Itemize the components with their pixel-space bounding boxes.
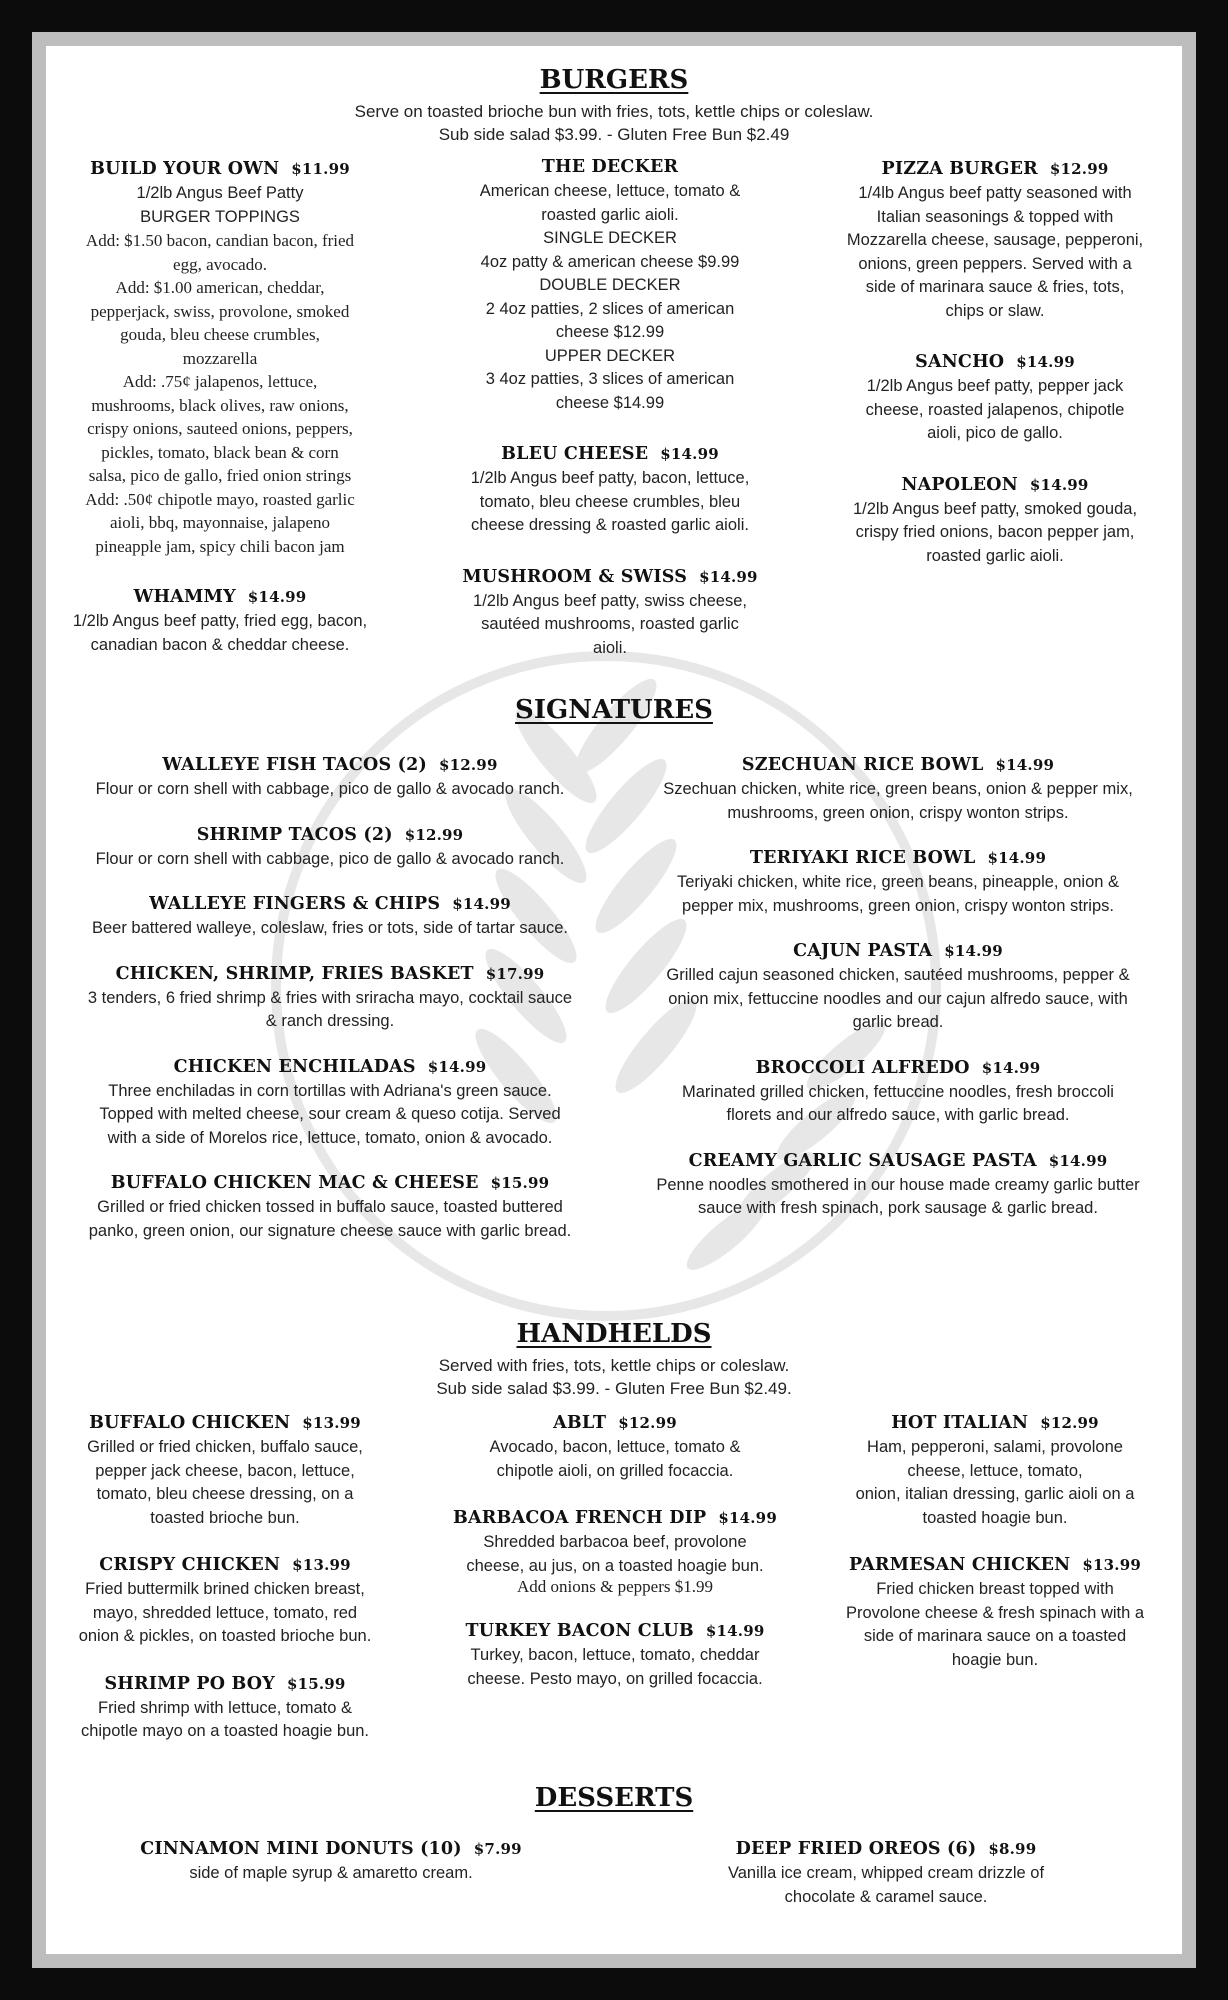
- item-desc-line: roasted garlic aioli.: [541, 205, 679, 224]
- item-desc-line: panko, green onion, our signature cheese sauce with garlic bread.: [88, 1221, 572, 1240]
- menu-item-ablt: [450, 1410, 780, 1483]
- item-desc-line: cheese, au jus, on a toasted hoagie bun.: [466, 1556, 764, 1575]
- menu-item-cajun-pasta: [614, 938, 1182, 1035]
- item-name: HOT ITALIAN: [891, 1413, 1029, 1433]
- menu-item-the-decker: [450, 154, 770, 415]
- item-desc-line: Italian seasonings & topped with: [876, 207, 1114, 226]
- item-desc-line: American cheese, lettuce, tomato &: [479, 182, 741, 200]
- item-name: ABLT: [553, 1413, 607, 1433]
- item-desc-line: hoagie bun.: [951, 1650, 1039, 1669]
- item-price: $13.99: [292, 1556, 351, 1574]
- item-price: $11.99: [291, 160, 350, 178]
- burgers-sub2: Sub side salad $3.99. - Gluten Free Bun $2.49: [438, 125, 790, 144]
- item-name: CRISPY CHICKEN: [99, 1555, 281, 1575]
- item-desc-line: 3 4oz patties, 3 slices of american: [485, 370, 735, 388]
- item-desc-line: aioli, pico de gallo.: [927, 424, 1063, 442]
- item-name: TERIYAKI RICE BOWL: [749, 848, 976, 868]
- item-desc-line: Fried chicken breast topped with: [876, 1580, 1114, 1598]
- menu-item-bleu-cheese: [450, 441, 770, 538]
- item-price: $13.99: [302, 1414, 361, 1432]
- burgers-col-middle: [450, 154, 770, 686]
- item-name: TURKEY BACON CLUB: [465, 1621, 694, 1641]
- item-price: $14.99: [1016, 353, 1075, 371]
- handhelds-col-right: [830, 1410, 1160, 1698]
- item-desc-line: salsa, pico de gallo, fried onion strings: [88, 466, 352, 485]
- item-desc-line: 1/2lb Angus beef patty, pepper jack: [866, 377, 1124, 395]
- item-price: $14.99: [427, 1057, 487, 1076]
- item-price: $14.99: [1048, 1151, 1108, 1170]
- item-name: BUILD YOUR OWN: [90, 159, 280, 179]
- item-desc-line: Provolone cheese & fresh spinach with a: [845, 1603, 1145, 1622]
- item-price: $14.99: [705, 1622, 765, 1640]
- item-desc-line: 1/4lb Angus beef patty seasoned with: [858, 184, 1132, 202]
- item-price: $15.99: [286, 1674, 346, 1693]
- burgers-title: BURGERS: [539, 65, 689, 95]
- item-name: CINNAMON MINI DONUTS (10): [140, 1839, 462, 1859]
- item-desc-line: cheese dressing & roasted garlic aioli.: [471, 516, 749, 534]
- menu-item-buffalo-chicken: [60, 1410, 390, 1530]
- desserts-title: DESSERTS: [534, 1783, 694, 1813]
- item-desc-line: Shredded barbacoa beef, provolone: [483, 1533, 747, 1551]
- item-desc-line: cheese, lettuce, tomato,: [907, 1461, 1083, 1480]
- item-desc-line: Topped with melted cheese, sour cream & queso cotija. Served: [99, 1105, 561, 1123]
- handhelds-title: HANDHELDS: [516, 1319, 712, 1349]
- item-price: $12.99: [618, 1414, 677, 1432]
- item-desc-line: toasted hoagie bun.: [922, 1508, 1068, 1527]
- menu-item-hot-italian: [830, 1410, 1160, 1530]
- item-desc-line: Add: $1.00 american, cheddar,: [115, 278, 325, 297]
- item-desc-line: tomato, bleu cheese dressing, on a: [96, 1485, 354, 1503]
- item-desc-line: 3 tenders, 6 fried shrimp & fries with sriracha mayo, cocktail sauce: [87, 988, 573, 1007]
- item-name: NAPOLEON: [901, 474, 1018, 495]
- item-desc-line: onions, green peppers. Served with a: [858, 254, 1132, 273]
- item-desc-line: Grilled or fried chicken tossed in buffalo sauce, toasted buttered: [97, 1198, 563, 1216]
- menu-item-sancho: [830, 349, 1160, 446]
- item-desc-line: Vanilla ice cream, whipped cream drizzle of: [727, 1864, 1045, 1882]
- item-price: $12.99: [438, 756, 498, 774]
- menu-item-broccoli-alfredo: [614, 1055, 1182, 1128]
- menu-item-build-your-own: [60, 156, 380, 558]
- item-price: $14.99: [981, 1058, 1041, 1077]
- item-price: $14.99: [987, 849, 1047, 867]
- item-name: MUSHROOM & SWISS: [462, 566, 688, 587]
- item-desc-line: sauce with fresh spinach, pork sausage & garlic bread.: [698, 1199, 1098, 1217]
- item-name: SHRIMP PO BOY: [104, 1673, 275, 1694]
- item-desc-line: Fried shrimp with lettuce, tomato &: [97, 1698, 352, 1717]
- item-name: THE DECKER: [541, 157, 679, 177]
- signatures-header: [46, 694, 1182, 726]
- item-desc-line: garlic bread.: [852, 1013, 944, 1031]
- item-desc-line: cheese $12.99: [555, 323, 665, 341]
- item-price: $13.99: [1082, 1556, 1141, 1574]
- item-desc-line: Fried buttermilk brined chicken breast,: [85, 1580, 365, 1598]
- item-desc-line: SINGLE DECKER: [543, 229, 677, 247]
- item-desc-line: aioli, bbq, mayonnaise, jalapeno: [110, 513, 330, 532]
- item-desc-line: toasted brioche bun.: [150, 1508, 300, 1527]
- item-desc-line: side of marinara sauce & fries, tots,: [865, 278, 1125, 296]
- item-desc-line: Add: $1.50 bacon, candian bacon, fried: [85, 231, 355, 250]
- menu-item-whammy: [60, 584, 380, 657]
- item-name: SANCHO: [915, 352, 1005, 372]
- item-price: $8.99: [988, 1840, 1037, 1858]
- item-desc-line: 4oz patty & american cheese $9.99: [480, 252, 740, 271]
- desserts-col-right: [676, 1836, 1096, 1935]
- item-desc-line: sautéed mushrooms, roasted garlic: [481, 615, 739, 633]
- item-desc-line: 1/2lb Angus beef patty, smoked gouda,: [852, 499, 1138, 518]
- item-name: PARMESAN CHICKEN: [849, 1555, 1071, 1575]
- item-desc-line: 1/2lb Angus Beef Patty: [136, 184, 304, 202]
- item-price: $7.99: [473, 1840, 522, 1858]
- item-desc-line: side of maple syrup & amaretto cream.: [189, 1864, 473, 1882]
- item-price: $14.99: [452, 895, 511, 913]
- menu-page: [46, 46, 1182, 1954]
- menu-item-turkey-bacon-club: [450, 1618, 780, 1691]
- item-desc-line: gouda, bleu cheese crumbles,: [120, 325, 320, 344]
- menu-item-walleye-fingers: [46, 891, 614, 941]
- item-desc-line: crispy onions, sauteed onions, peppers,: [87, 419, 353, 438]
- item-desc-line: pepperjack, swiss, provolone, smoked: [90, 301, 350, 321]
- item-price: $14.99: [247, 588, 307, 606]
- item-desc-line: cheese. Pesto mayo, on grilled focaccia.: [467, 1669, 763, 1688]
- item-name: DEEP FRIED OREOS (6): [735, 1839, 977, 1859]
- handhelds-col-middle: [450, 1410, 780, 1717]
- item-name: WHAMMY: [133, 587, 236, 607]
- desserts-header: [46, 1782, 1182, 1814]
- item-desc-line: 1/2lb Angus beef patty, swiss cheese,: [473, 591, 747, 610]
- item-desc-line: Grilled cajun seasoned chicken, sautéed mushrooms, pepper &: [666, 966, 1130, 984]
- item-name: BARBACOA FRENCH DIP: [453, 1508, 707, 1528]
- item-desc-line: cheese $14.99: [555, 393, 665, 412]
- burgers-header: [46, 64, 1182, 146]
- signatures-col-left: [46, 752, 614, 1269]
- item-desc-line: onion mix, fettuccine noodles and our cajun alfredo sauce, with: [668, 989, 1128, 1008]
- item-desc-line: Three enchiladas in corn tortillas with Adriana's green sauce.: [108, 1081, 552, 1100]
- item-desc-line: Szechuan chicken, white rice, green beans, onion & pepper mix,: [663, 780, 1133, 798]
- item-desc-line: DOUBLE DECKER: [539, 276, 681, 294]
- menu-item-creamy-garlic-pasta: [614, 1148, 1182, 1221]
- item-name: CAJUN PASTA: [793, 941, 933, 961]
- item-desc-line: Avocado, bacon, lettuce, tomato &: [489, 1438, 741, 1456]
- item-desc-line: tomato, bleu cheese crumbles, bleu: [479, 492, 741, 511]
- item-desc-line: Add: .75¢ jalapenos, lettuce,: [122, 372, 318, 391]
- signatures-col-right: [614, 752, 1182, 1247]
- item-desc-line: Teriyaki chicken, white rice, green beans, pineapple, onion &: [676, 873, 1120, 891]
- item-price: $12.99: [404, 825, 464, 844]
- menu-item-crispy-chicken: [60, 1552, 390, 1649]
- item-desc-line: Beer battered walleye, coleslaw, fries or tots, side of tartar sauce.: [92, 919, 568, 937]
- item-desc-line: & ranch dressing.: [265, 1012, 395, 1030]
- item-desc-line: florets and our alfredo sauce, with garlic bread.: [726, 1106, 1070, 1124]
- item-price: $15.99: [490, 1174, 550, 1192]
- menu-item-barbacoa-french-dip: [450, 1505, 780, 1596]
- menu-item-shrimp-po-boy: [60, 1671, 390, 1744]
- burgers-sub1: Serve on toasted brioche bun with fries, tots, kettle chips or coleslaw.: [354, 102, 874, 121]
- menu-item-napoleon: [830, 472, 1160, 569]
- item-price: $12.99: [1049, 160, 1109, 178]
- item-name: SZECHUAN RICE BOWL: [741, 755, 984, 775]
- item-price: $17.99: [485, 964, 545, 983]
- item-name: BUFFALO CHICKEN MAC & CHEESE: [110, 1173, 479, 1193]
- item-desc-line: Penne noodles smothered in our house made creamy garlic butter: [656, 1175, 1140, 1194]
- handhelds-sub2: Sub side salad $3.99. - Gluten Free Bun $2.49.: [436, 1379, 792, 1398]
- item-desc-line: Turkey, bacon, lettuce, tomato, cheddar: [470, 1646, 760, 1664]
- item-name: PIZZA BURGER: [881, 159, 1038, 179]
- menu-item-mushroom-swiss: [450, 564, 770, 661]
- item-desc-line: aioli.: [593, 638, 627, 657]
- item-price: $14.99: [1029, 475, 1089, 494]
- menu-item-chicken-enchiladas: [46, 1054, 614, 1151]
- menu-item-walleye-fish-tacos: [46, 752, 614, 802]
- item-desc-line: crispy fried onions, bacon pepper jam,: [855, 523, 1135, 541]
- item-name: CHICKEN ENCHILADAS: [173, 1056, 416, 1077]
- item-desc-line: roasted garlic aioli.: [926, 546, 1064, 565]
- item-desc-line: mayo, shredded lettuce, tomato, red: [92, 1603, 358, 1622]
- item-price: $14.99: [699, 567, 758, 586]
- menu-item-buffalo-mac: [46, 1170, 614, 1243]
- signatures-title: SIGNATURES: [515, 695, 713, 725]
- item-desc-line: onion & pickles, on toasted brioche bun.: [78, 1627, 372, 1645]
- item-price: $12.99: [1040, 1414, 1099, 1432]
- item-desc-line: chips or slaw.: [945, 301, 1045, 320]
- item-desc-line: Grilled or fried chicken, buffalo sauce,: [87, 1438, 363, 1456]
- item-price: $14.99: [660, 445, 719, 463]
- item-desc-line: 1/2lb Angus beef patty, bacon, lettuce,: [470, 469, 750, 487]
- menu-item-shrimp-tacos: [46, 822, 614, 872]
- item-desc-line: egg, avocado.: [173, 254, 267, 274]
- item-desc-line: chipotle aioli, on grilled focaccia.: [496, 1461, 734, 1480]
- item-name: BROCCOLI ALFREDO: [755, 1057, 970, 1078]
- item-desc-line: BURGER TOPPINGS: [140, 207, 300, 226]
- item-desc-line: mushrooms, black olives, raw onions,: [91, 395, 349, 415]
- item-name: CREAMY GARLIC SAUSAGE PASTA: [688, 1150, 1037, 1171]
- item-desc-line: with a side of Morelos rice, lettuce, tomato, onion & avocado.: [107, 1128, 553, 1147]
- item-desc-line: pepper mix, mushrooms, green onion, crispy wonton strips.: [682, 896, 1114, 915]
- handhelds-header: [46, 1318, 1182, 1400]
- item-name: CHICKEN, SHRIMP, FRIES BASKET: [115, 963, 474, 984]
- item-desc-line: pickles, tomato, black bean & corn: [101, 442, 339, 462]
- item-desc-line: onion, italian dressing, garlic aioli on a: [855, 1485, 1135, 1503]
- item-price: $14.99: [718, 1509, 777, 1527]
- item-desc-line: Marinated grilled chicken, fettuccine noodles, fresh broccoli: [682, 1082, 1114, 1101]
- item-desc-line: UPPER DECKER: [544, 346, 676, 365]
- item-desc-line: mozzarella: [182, 348, 258, 368]
- burgers-col-right: [830, 156, 1160, 594]
- item-desc-line: 2 4oz patties, 2 slices of american: [485, 299, 735, 318]
- menu-item-chicken-shrimp-basket: [46, 961, 614, 1034]
- item-desc-line: Flour or corn shell with cabbage, pico de gallo & avocado ranch.: [95, 780, 565, 798]
- item-desc-line: Add: .50¢ chipotle mayo, roasted garlic: [85, 489, 355, 509]
- item-desc-line: Flour or corn shell with cabbage, pico de gallo & avocado ranch.: [95, 849, 565, 868]
- item-desc-line: canadian bacon & cheddar cheese.: [90, 635, 350, 654]
- item-desc-line: chocolate & caramel sauce.: [784, 1887, 988, 1906]
- item-price: $14.99: [944, 942, 1003, 960]
- item-price: $14.99: [995, 756, 1055, 774]
- item-name: WALLEYE FINGERS & CHIPS: [149, 894, 441, 914]
- item-name: BUFFALO CHICKEN: [89, 1413, 291, 1433]
- burgers-col-left: [60, 156, 380, 683]
- item-desc-line: Mozzarella cheese, sausage, pepperoni,: [846, 231, 1144, 249]
- item-desc-line: 1/2lb Angus beef patty, fried egg, bacon,: [72, 612, 368, 630]
- menu-item-cinnamon-donuts: [106, 1836, 556, 1886]
- item-name: WALLEYE FISH TACOS (2): [162, 755, 427, 775]
- item-desc-line: Add onions & peppers $1.99: [517, 1577, 713, 1596]
- item-desc-line: side of marinara sauce on a toasted: [863, 1627, 1127, 1645]
- handhelds-sub1: Served with fries, tots, kettle chips or coleslaw.: [438, 1356, 790, 1375]
- handhelds-col-left: [60, 1410, 390, 1770]
- item-desc-line: chipotle mayo on a toasted hoagie bun.: [80, 1722, 370, 1740]
- menu-item-parmesan-chicken: [830, 1552, 1160, 1672]
- menu-item-pizza-burger: [830, 156, 1160, 323]
- item-desc-line: cheese, roasted jalapenos, chipotle: [865, 400, 1125, 419]
- item-desc-line: pepper jack cheese, bacon, lettuce,: [95, 1461, 355, 1480]
- menu-item-deep-fried-oreos: [676, 1836, 1096, 1909]
- item-name: SHRIMP TACOS (2): [196, 824, 393, 845]
- item-desc-line: Ham, pepperoni, salami, provolone: [867, 1438, 1123, 1456]
- item-desc-line: pineapple jam, spicy chili bacon jam: [95, 536, 345, 556]
- desserts-col-left: [106, 1836, 556, 1912]
- menu-item-teriyaki-rice-bowl: [614, 845, 1182, 918]
- item-name: BLEU CHEESE: [501, 444, 649, 464]
- item-desc-line: mushrooms, green onion, crispy wonton strips.: [727, 803, 1069, 822]
- menu-item-szechuan-rice-bowl: [614, 752, 1182, 825]
